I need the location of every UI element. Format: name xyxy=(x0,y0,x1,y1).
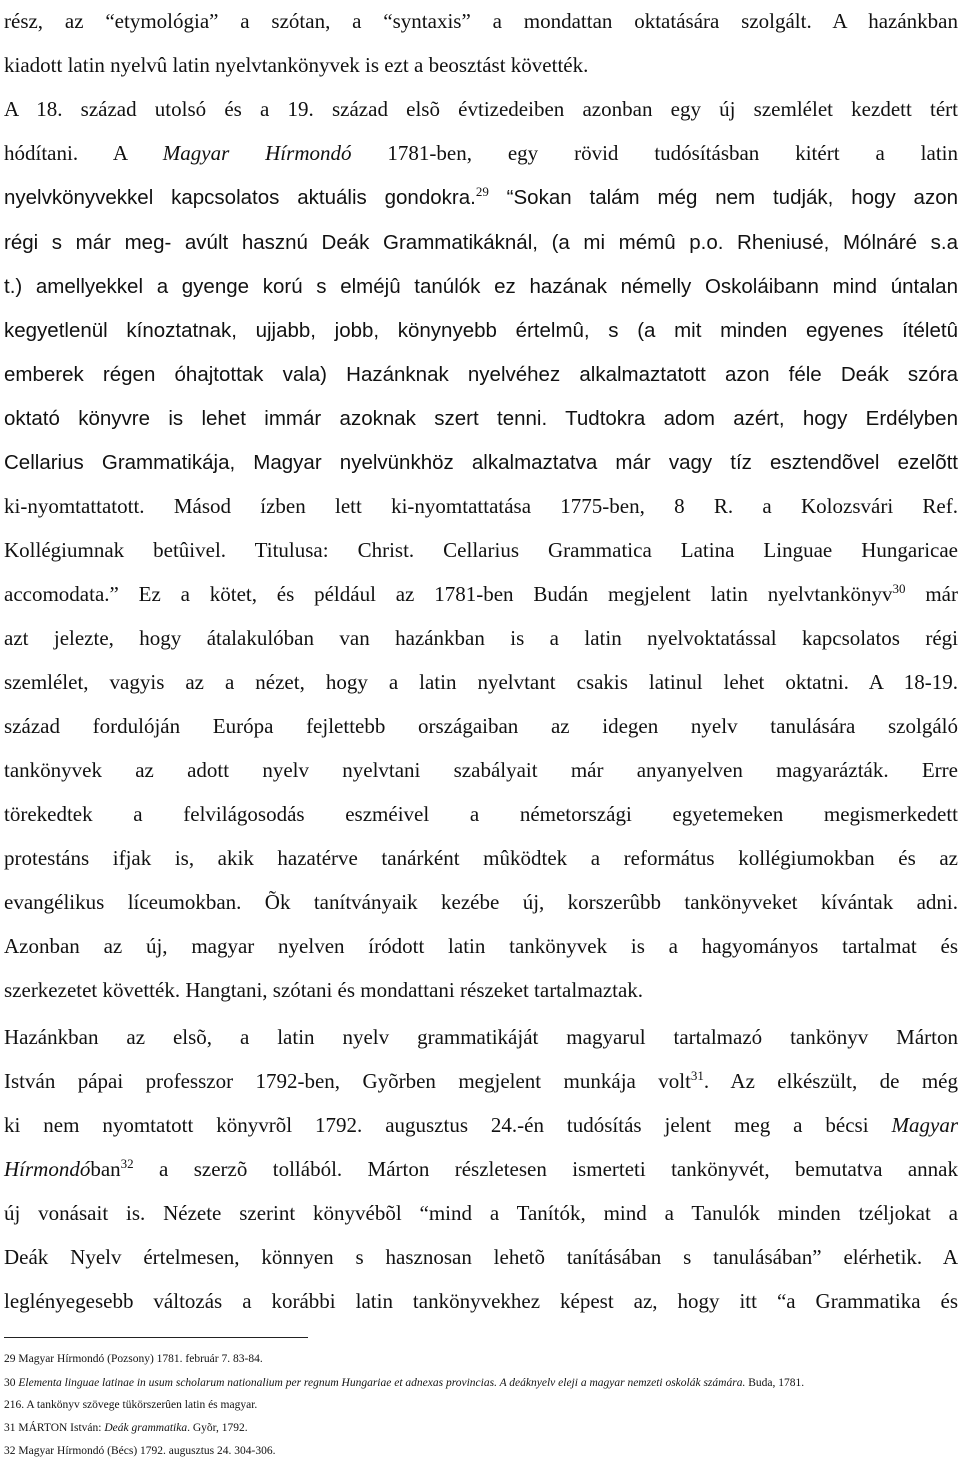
body-line xyxy=(4,8,958,34)
body-line xyxy=(4,317,958,343)
text-run: Tudtokra adom azért, hogy Erdélyben xyxy=(547,407,958,430)
text-run: azt jelezte, hogy átalakulóban van hazánkban is a latin nyelvoktatással kapcsolatos régi xyxy=(4,626,958,650)
text-run: hódítani. A xyxy=(4,141,163,165)
body-line xyxy=(4,713,958,739)
text-run: kegyetlenül kínoztatnak, ujjabb, jobb, könynyebb értelmû, s (a mit minden egyenes ítéletû xyxy=(4,319,958,342)
text-run: A 18. század utolsó és a 19. század elsõ évtizedeiben azonban egy új szemlélet kezdett tért xyxy=(4,97,958,121)
text-run: Azonban az új, magyar nyelven íródott latin tankönyvek is a hagyományos tartalmat és xyxy=(4,934,958,958)
text-run: tankönyvek az adott nyelv nyelvtani szabályait már anyanyelven magyarázták. Erre xyxy=(4,758,958,782)
body-line xyxy=(4,96,958,122)
footnote-reference: 29 xyxy=(475,184,489,199)
body-line xyxy=(4,405,958,431)
text-run: század fordulóján Európa fejlettebb országaiban az idegen nyelv tanulására szolgáló xyxy=(4,714,958,738)
text-run: a szerzõ tollából. Márton részletesen ismerteti tankönyvét, bemutatva annak xyxy=(133,1157,958,1181)
text-run: Hírmondó xyxy=(4,1157,91,1181)
text-run: “Sokan talám még nem tudják, hogy azon xyxy=(488,186,959,209)
footnote-reference: 32 xyxy=(120,1156,134,1171)
body-line xyxy=(4,537,958,563)
text-run: szerkezetet követték. Hangtani, szótani és mondattani részeket tartalmaztak. xyxy=(4,978,644,1002)
body-line xyxy=(4,273,958,299)
text-run: accomodata.” Ez a kötet, és például az 1781-ben Budán megjelent latin nyelvtankönyv xyxy=(4,582,893,606)
text-run: István pápai professzor 1792-ben, Gyõrben megjelent munkája volt xyxy=(4,1069,691,1093)
body-line xyxy=(4,361,958,387)
text-run: szemlélet, vagyis az a nézet, hogy a latin nyelvtant csakis latinul lehet oktatni. A 18-19. xyxy=(4,670,958,694)
body-line xyxy=(4,229,958,255)
body-line xyxy=(4,757,958,783)
text-run: nyelvkönyvekkel kapcsolatos aktuális gondokra. xyxy=(4,186,476,209)
footnote-text: Deák grammatika xyxy=(104,1422,188,1434)
footnote-text: 31 MÁRTON István: xyxy=(4,1422,105,1434)
footnote-line xyxy=(4,1352,958,1366)
text-run: evangélikus líceumokban. Õk tanítványaik kezébe új, korszerûbb tankönyveket kívántak adni. xyxy=(4,890,958,914)
body-line xyxy=(4,1068,958,1094)
body-line xyxy=(4,1244,958,1270)
text-run: új vonásait is. Nézete szerint könyvébõl “mind a Tanítók, mind a Tanulók minden tzéljokat a xyxy=(4,1201,958,1225)
text-run: emberek régen óhajtottak vala) Hazánknak nyelvéhez alkalmaztatott azon féle Deák szóra xyxy=(4,363,958,386)
text-run: Hazánkban az elsõ, a latin nyelv grammatikáját magyarul tartalmazó tankönyv Márton xyxy=(4,1025,958,1049)
body-line xyxy=(4,801,958,827)
text-run: ki nem nyomtatott könyvrõl 1792. augusztus 24.-én tudósítás jelent meg a bécsi xyxy=(4,1113,892,1137)
body-line xyxy=(4,889,958,915)
body-line xyxy=(4,1024,958,1050)
body-line xyxy=(4,1288,958,1314)
body-line xyxy=(4,845,958,871)
footnote-text: Buda, 1781. xyxy=(745,1377,805,1389)
text-run: 1781-ben, egy rövid tudósításban kitért a latin xyxy=(351,141,958,165)
footnote-text: 30 xyxy=(4,1377,19,1389)
footnote-line xyxy=(4,1376,958,1390)
body-line xyxy=(4,449,958,475)
footnote-text: Elementa linguae latinae in usum scholarum nationalium per regnum Hungariae et adnexas provincias. A deáknyelv eleji a magyar nemzeti oskolák számára. xyxy=(18,1377,746,1389)
footnote-text: 29 Magyar Hírmondó (Pozsony) 1781. február 7. 83-84. xyxy=(4,1353,263,1365)
text-run: rész, az “etymológia” a szótan, a “syntaxis” a mondattan oktatására szolgált. A hazánkban xyxy=(4,9,958,33)
body-line xyxy=(4,1200,958,1226)
body-line xyxy=(4,184,958,210)
text-run: Cellarius Grammatikája, Magyar nyelvünkhöz alkalmaztatva már vagy tíz esztendõvel ezelõtt xyxy=(4,451,958,474)
text-run: . Az elkészült, de még xyxy=(703,1069,958,1093)
body-line xyxy=(4,581,958,607)
footnote-line xyxy=(4,1444,958,1458)
body-line xyxy=(4,140,958,166)
text-run: t.) amellyekkel a gyenge korú s elméjû tanúlók ez hazának némelly Oskoláibann mind úntalan xyxy=(4,275,958,298)
body-line xyxy=(4,493,958,519)
text-run: ban xyxy=(90,1157,121,1181)
text-run: ki-nyomtattatott. Másod ízben lett ki-nyomtattatása 1775-ben, 8 R. a Kolozsvári Ref. xyxy=(4,494,958,518)
text-run: Magyar xyxy=(891,1113,958,1137)
text-run: Kollégiumnak betûivel. Titulusa: Christ. Cellarius Grammatica Latina Linguae Hungaricae xyxy=(4,538,958,562)
body-line xyxy=(4,1156,958,1182)
body-line xyxy=(4,977,958,1003)
text-run: kiadott latin nyelvû latin nyelvtankönyvek is ezt a beosztást követték. xyxy=(4,53,589,77)
text-run: már xyxy=(905,582,958,606)
text-run: protestáns ifjak is, akik hazatérve tanárként mûködtek a református kollégiumokban és az xyxy=(4,846,958,870)
text-run: leglényegesebb változás a korábbi latin tankönyvekhez képest az, hogy itt “a Grammatika és xyxy=(4,1289,958,1313)
footnote-line xyxy=(4,1421,958,1435)
text-run: Magyar Hírmondó xyxy=(162,141,352,165)
footnote-text: 216. A tankönyv szövege tükörszerûen latin és magyar. xyxy=(4,1399,258,1411)
body-line xyxy=(4,52,958,78)
body-line xyxy=(4,933,958,959)
footnote-reference: 30 xyxy=(892,581,906,596)
text-run: oktató könyvre is lehet immár azoknak szert tenni. xyxy=(4,407,548,430)
body-line xyxy=(4,669,958,695)
footnote-reference: 31 xyxy=(690,1068,704,1083)
footnote-text: 32 Magyar Hírmondó (Bécs) 1792. augusztus 24. 304-306. xyxy=(4,1445,276,1457)
footnote-text: . Gyõr, 1792. xyxy=(187,1422,248,1434)
text-run: régi s már meg- avúlt hasznú Deák Grammatikáknál, (a mi mémû p.o. Rheniusé, Mólnáré s.a xyxy=(4,231,958,254)
footnote-line xyxy=(4,1398,958,1412)
text-run: törekedtek a felvilágosodás eszméivel a németországi egyetemeken megismerkedett xyxy=(4,802,958,826)
body-line xyxy=(4,625,958,651)
footnote-separator xyxy=(4,1337,308,1338)
text-run: Deák Nyelv értelmesen, könnyen s hasznosan lehetõ tanításában s tanulásában” elérhetik. A xyxy=(4,1245,958,1269)
body-line xyxy=(4,1112,958,1138)
